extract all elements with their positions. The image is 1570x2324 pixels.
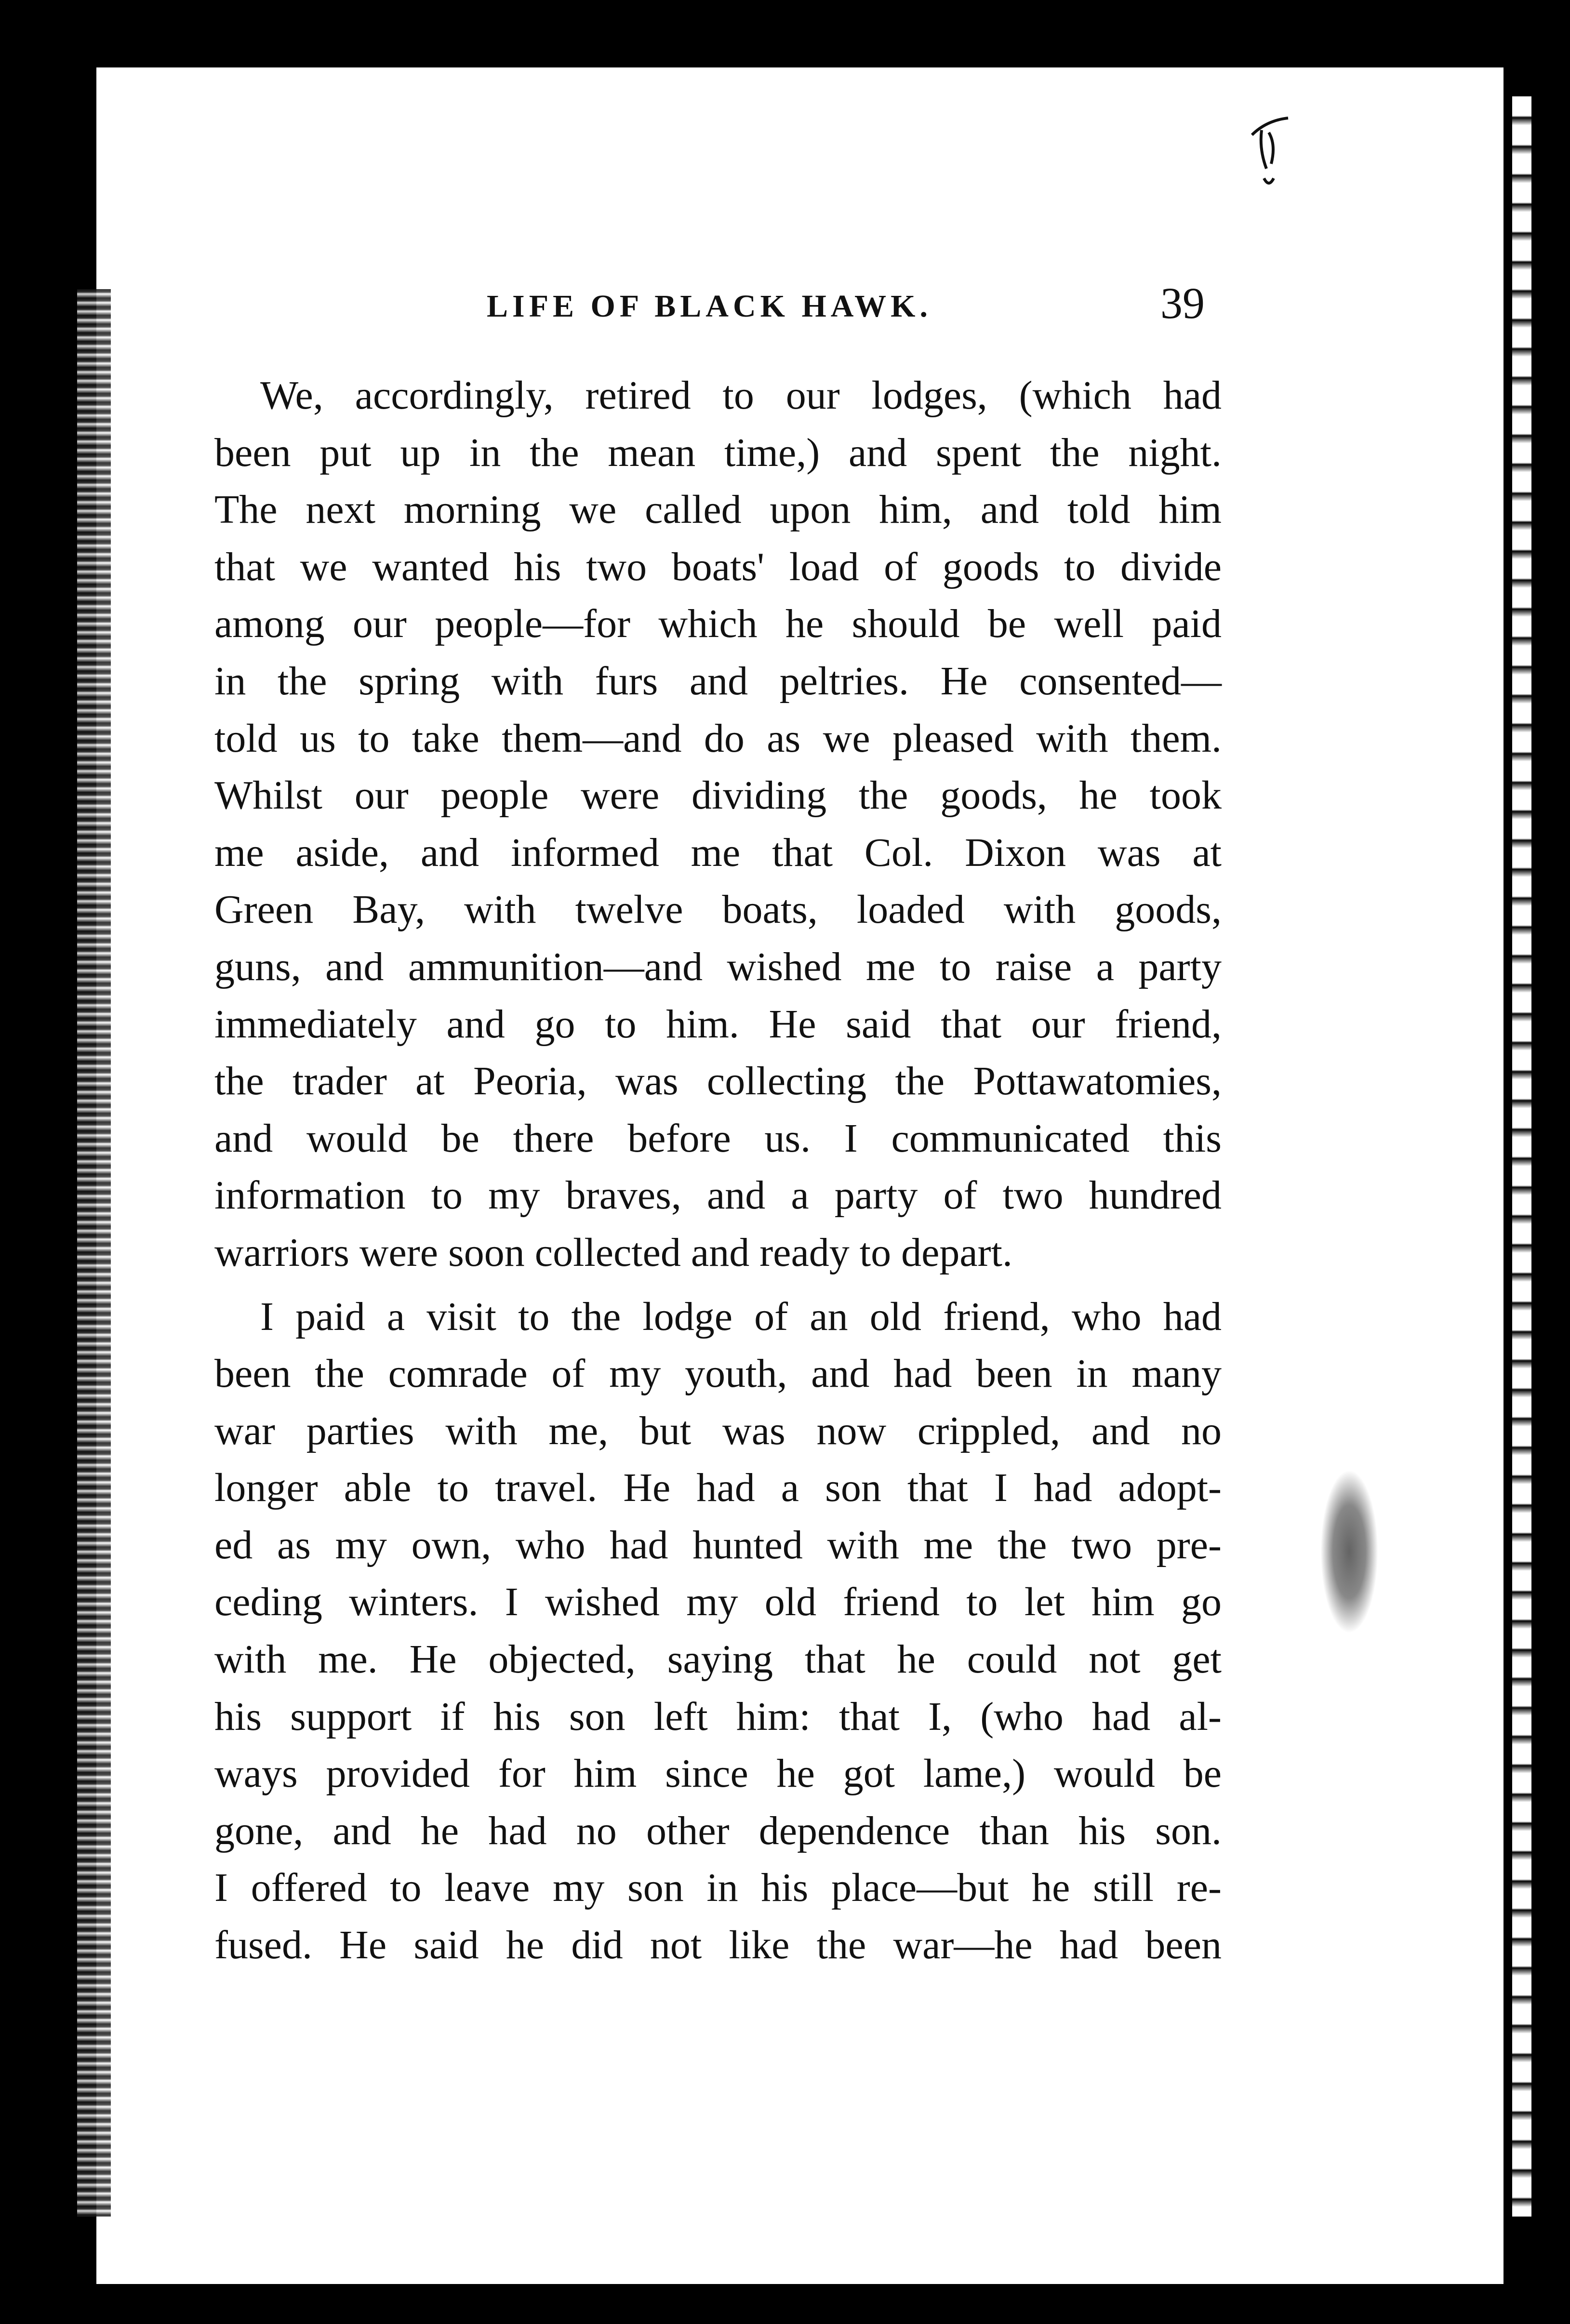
text-line: longer able to travel. He had a son that I had adopt-	[214, 1465, 1222, 1511]
text-line: information to my braves, and a party of two hundred	[214, 1173, 1222, 1218]
body-text	[214, 367, 1222, 1974]
text-line: I paid a visit to the lodge of an old friend, who had	[260, 1294, 1222, 1339]
text-line: his support if his son left him: that I, (who had al-	[214, 1694, 1222, 1739]
text-line: ceding winters. I wished my old friend to let him go	[214, 1580, 1222, 1625]
text-line: We, accordingly, retired to our lodges, (which had	[260, 373, 1222, 418]
running-title: LIFE OF BLACK HAWK.	[487, 289, 932, 324]
text-line: ways provided for him since he got lame,) would be	[214, 1751, 1222, 1796]
text-line: war parties with me, but was now crippled, and no	[214, 1408, 1222, 1453]
text-line: been put up in the mean time,) and spent the night.	[214, 430, 1222, 475]
text-line: ed as my own, who had hunted with me the two pre-	[214, 1522, 1222, 1567]
text-line: Green Bay, with twelve boats, loaded with goods,	[214, 887, 1222, 932]
text-line: me aside, and informed me that Col. Dixon was at	[214, 830, 1222, 875]
text-line: told us to take them—and do as we pleased with them.	[214, 716, 1222, 761]
handwritten-mark	[1247, 116, 1291, 198]
text-line: with me. He objected, saying that he could not get	[214, 1637, 1222, 1682]
text-line: in the spring with furs and peltries. He consented—	[214, 658, 1222, 704]
binding-shadow-left	[77, 289, 111, 2217]
text-line: I offered to leave my son in his place—but he still re-	[214, 1865, 1222, 1911]
text-line: fused. He said he did not like the war—he had been	[214, 1923, 1222, 1968]
text-line: warriors were soon collected and ready to depart.	[214, 1230, 1012, 1275]
text-line: The next morning we called upon him, and told him	[214, 487, 1222, 532]
text-line: and would be there before us. I communicated this	[214, 1116, 1222, 1161]
text-line: among our people—for which he should be well paid	[214, 601, 1222, 647]
paragraph-gap	[214, 1282, 1222, 1288]
text-line: Whilst our people were dividing the goods, he took	[214, 773, 1222, 818]
ink-smudge	[1320, 1470, 1378, 1633]
text-line: the trader at Peoria, was collecting the Pottawatomies,	[214, 1059, 1222, 1104]
text-line: been the comrade of my youth, and had been in many	[214, 1351, 1222, 1396]
page-header	[212, 264, 1205, 328]
text-line: gone, and he had no other dependence than his son.	[214, 1808, 1222, 1853]
page-edge-right	[1512, 96, 1531, 2217]
text-line: immediately and go to him. He said that our friend,	[214, 1001, 1222, 1047]
page-number: 39	[1160, 279, 1205, 328]
text-line: guns, and ammunition—and wished me to raise a party	[214, 944, 1222, 989]
text-line: that we wanted his two boats' load of goods to divide	[214, 544, 1222, 589]
